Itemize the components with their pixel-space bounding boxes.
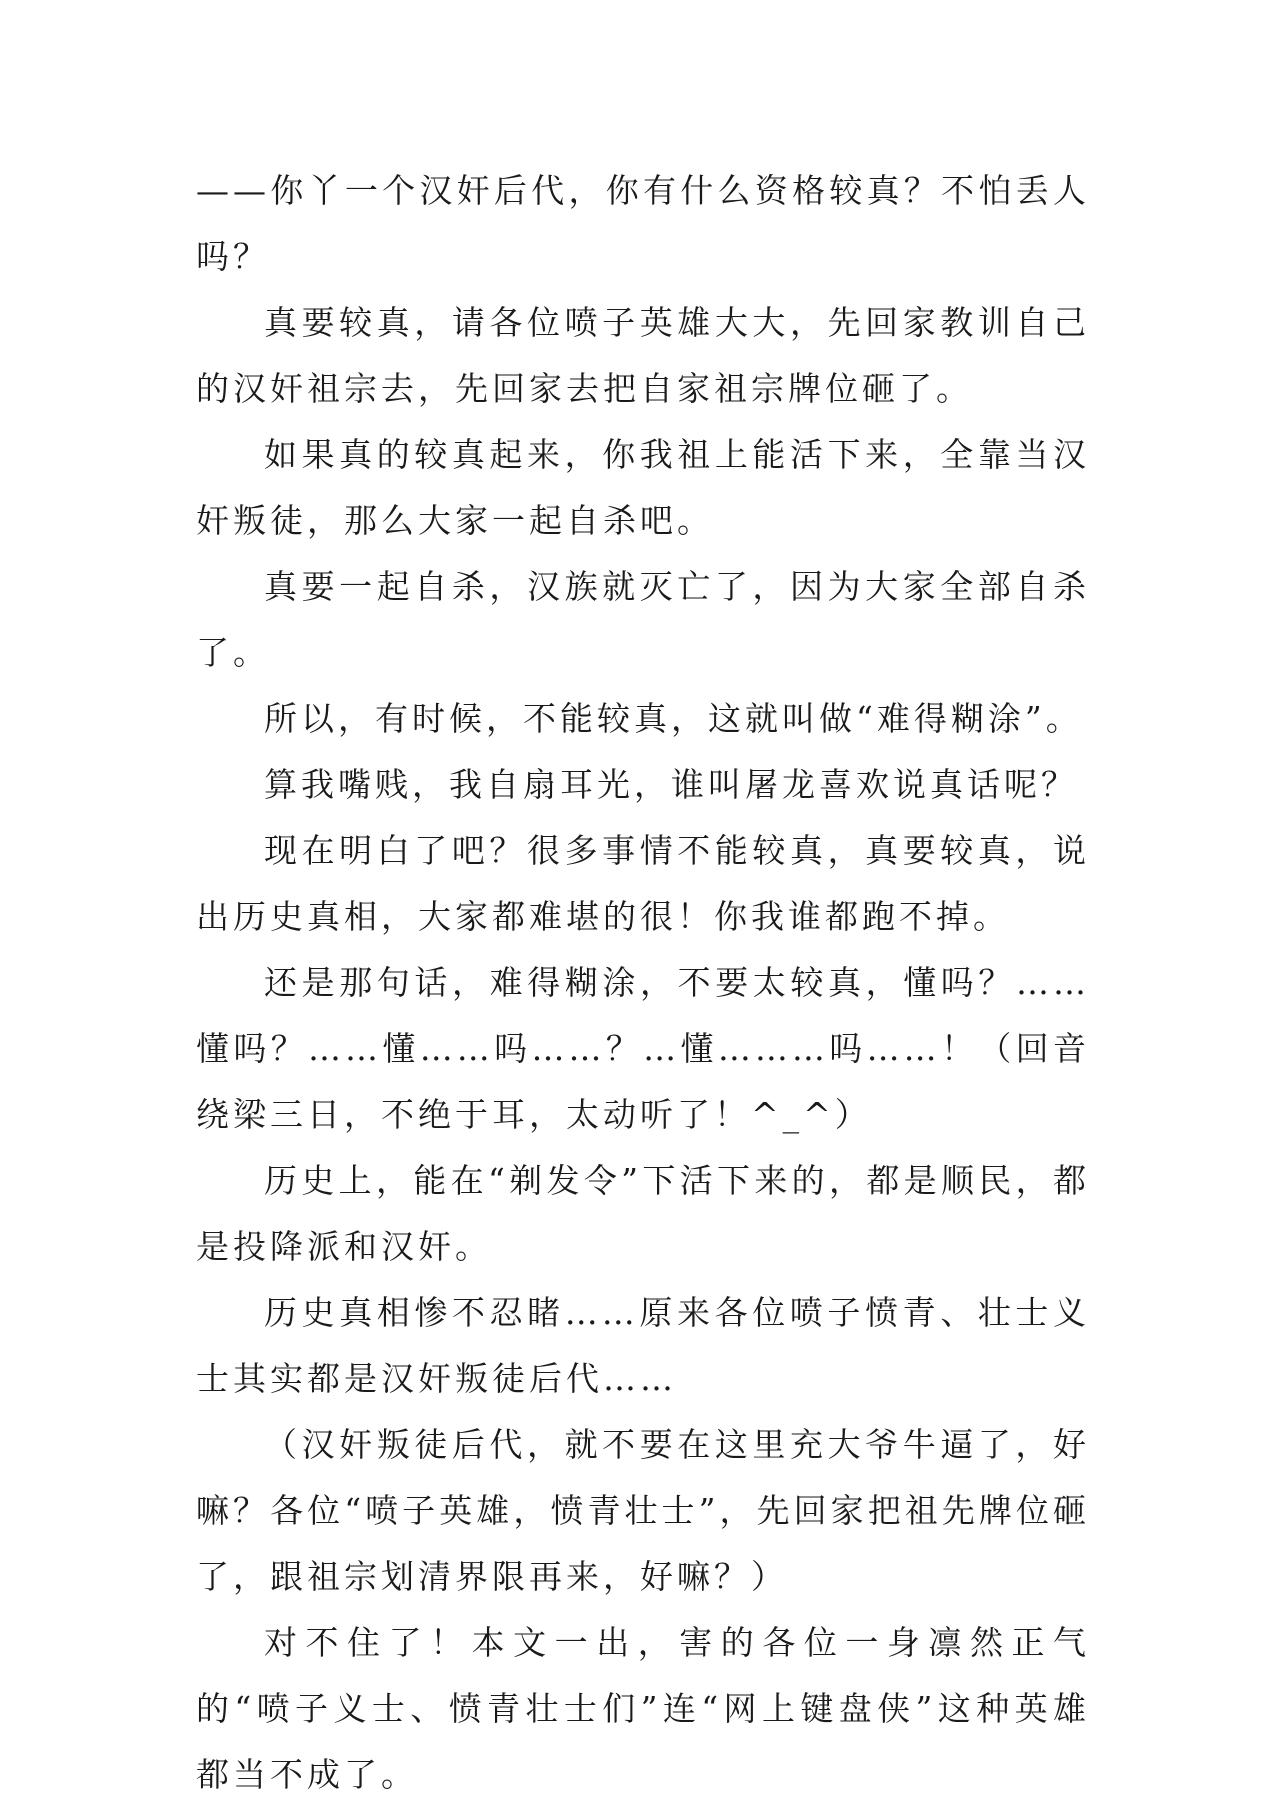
paragraph-8: 还是那句话，难得糊涂，不要太较真，懂吗？……懂吗？……懂……吗……？…懂………吗……！（回音绕梁三日，不绝于耳，太动听了！^_^） <box>196 963 1090 1134</box>
paragraph-7: 现在明白了吧？很多事情不能较真，真要较真，说出历史真相，大家都难堪的很！你我谁都跑不掉。 <box>196 831 1090 936</box>
paragraph-11: （汉奸叛徒后代，就不要在这里充大爷牛逼了，好嘛？各位“喷子英雄，愤青壮士”，先回家把祖先牌位砸了，跟祖宗划清界限再来，好嘛？） <box>196 1425 1090 1596</box>
paragraph-12: 对不住了！本文一出，害的各位一身凛然正气的“喷子义士、愤青壮士们”连“网上键盘侠”这种英雄都当不成了。 <box>196 1623 1090 1794</box>
paragraph-9: 历史上，能在“剃发令”下活下来的，都是顺民，都是投降派和汉奸。 <box>196 1161 1090 1266</box>
paragraph-2: 真要较真，请各位喷子英雄大大，先回家教训自己的汉奸祖宗去，先回家去把自家祖宗牌位砸了。 <box>196 303 1090 408</box>
paragraph-5: 所以，有时候，不能较真，这就叫做“难得糊涂”。 <box>264 699 1083 738</box>
paragraph-1: ——你丫一个汉奸后代，你有什么资格较真？不怕丢人吗？ <box>196 171 1090 276</box>
document-body <box>196 158 1090 1808</box>
paragraph-3: 如果真的较真起来，你我祖上能活下来，全靠当汉奸叛徒，那么大家一起自杀吧。 <box>196 435 1090 540</box>
paragraph-6: 算我嘴贱，我自扇耳光，谁叫屠龙喜欢说真话呢？ <box>264 765 1078 804</box>
paragraph-10: 历史真相惨不忍睹……原来各位喷子愤青、壮士义士其实都是汉奸叛徒后代…… <box>196 1293 1090 1398</box>
paragraph-4: 真要一起自杀，汉族就灭亡了，因为大家全部自杀了。 <box>196 567 1090 672</box>
